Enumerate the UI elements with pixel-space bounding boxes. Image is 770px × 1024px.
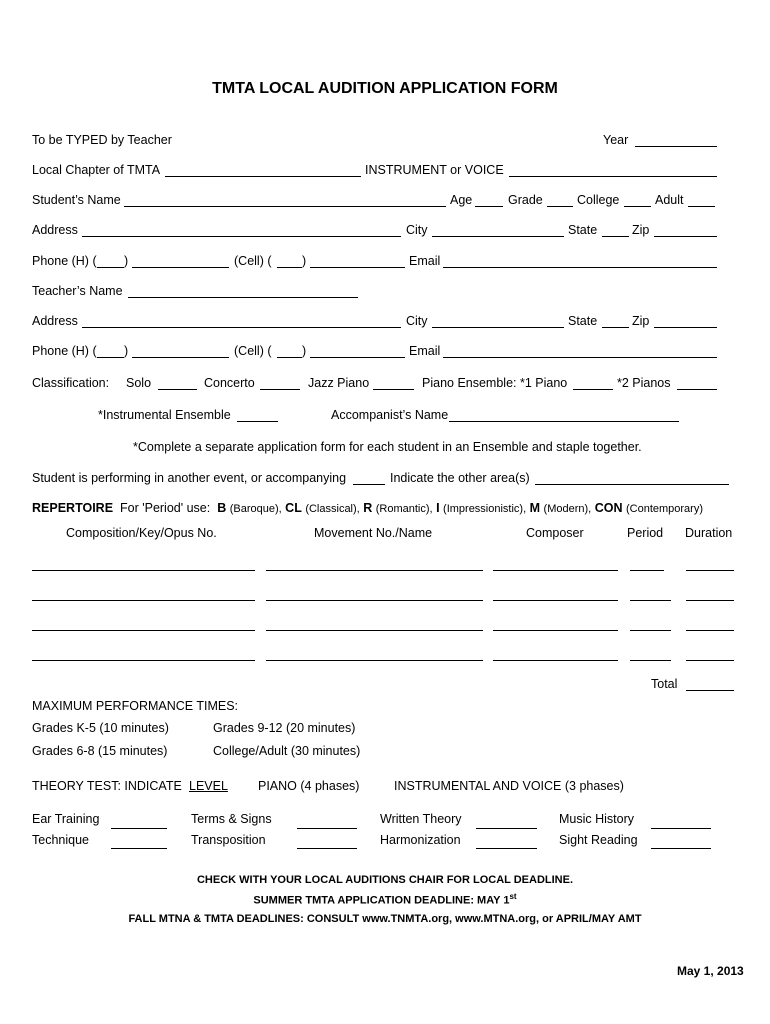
max-times-heading: MAXIMUM PERFORMANCE TIMES: <box>32 699 239 713</box>
teacher-phone-home-paren: ) <box>124 344 129 358</box>
col-header-period: Period <box>627 526 664 540</box>
instrumental-ensemble-field[interactable] <box>237 421 278 422</box>
theory-piano-label: PIANO (4 phases) <box>258 779 360 793</box>
movement-field[interactable] <box>266 570 483 571</box>
written-theory-label: Written Theory <box>380 812 462 826</box>
period-field[interactable] <box>630 630 671 631</box>
other-area-field[interactable] <box>535 484 729 485</box>
time-9-12: Grades 9-12 (20 minutes) <box>213 721 356 735</box>
student-name-field[interactable] <box>124 206 446 207</box>
solo-label: Solo <box>126 376 152 390</box>
composer-field[interactable] <box>493 570 618 571</box>
solo-field[interactable] <box>158 389 197 390</box>
form-date: May 1, 2013 <box>677 964 744 978</box>
teacher-name-label: Teacher’s Name <box>32 284 123 298</box>
period-code-m: M <box>529 501 541 515</box>
movement-field[interactable] <box>266 630 483 631</box>
age-field[interactable] <box>475 206 503 207</box>
typed-by-label: To be TYPED by Teacher <box>32 133 172 147</box>
student-name-label: Student’s Name <box>32 193 121 207</box>
age-label: Age <box>450 193 473 207</box>
other-area-label: Indicate the other area(s) <box>390 471 530 485</box>
duration-field[interactable] <box>686 660 734 661</box>
period-code-r: R <box>363 501 373 515</box>
zip-field[interactable] <box>654 236 717 237</box>
col-header-composer: Composer <box>526 526 584 540</box>
state-field[interactable] <box>602 236 629 237</box>
accompanist-field[interactable] <box>449 421 679 422</box>
year-label: Year <box>603 133 629 147</box>
music-history-label: Music History <box>559 812 635 826</box>
concerto-field[interactable] <box>260 389 300 390</box>
teacher-phone-cell-label: (Cell) ( <box>234 344 272 358</box>
teacher-phone-cell-field[interactable] <box>310 357 405 358</box>
adult-label: Adult <box>655 193 684 207</box>
period-field[interactable] <box>630 570 664 571</box>
accompanist-label: Accompanist’s Name <box>331 408 449 422</box>
ear-training-field[interactable] <box>111 828 167 829</box>
repertoire-label: REPERTOIRE <box>32 501 114 515</box>
music-history-field[interactable] <box>651 828 711 829</box>
composer-field[interactable] <box>493 630 618 631</box>
instrument-label: INSTRUMENT or VOICE <box>365 163 504 177</box>
duration-field[interactable] <box>686 600 734 601</box>
terms-signs-label: Terms & Signs <box>191 812 272 826</box>
duration-field[interactable] <box>686 630 734 631</box>
classification-label: Classification: <box>32 376 110 390</box>
movement-field[interactable] <box>266 600 483 601</box>
city-label: City <box>406 223 428 237</box>
phone-home-field[interactable] <box>132 267 229 268</box>
teacher-email-label: Email <box>409 344 441 358</box>
teacher-phone-home-area-field[interactable] <box>97 357 124 358</box>
teacher-phone-home-label: Phone (H) ( <box>32 344 97 358</box>
two-pianos-label: *2 Pianos <box>617 376 671 390</box>
teacher-name-field[interactable] <box>128 297 358 298</box>
other-event-label: Student is performing in another event, or accompanying <box>32 471 347 485</box>
time-college: College/Adult (30 minutes) <box>213 744 361 758</box>
composition-field[interactable] <box>32 570 255 571</box>
piano-ensemble-label: Piano Ensemble: *1 Piano <box>422 376 568 390</box>
phone-cell-area-field[interactable] <box>277 267 302 268</box>
transposition-field[interactable] <box>297 848 357 849</box>
composer-field[interactable] <box>493 660 618 661</box>
email-field[interactable] <box>443 267 717 268</box>
duration-field[interactable] <box>686 570 734 571</box>
period-name-r: (Romantic), <box>375 503 433 515</box>
written-theory-field[interactable] <box>476 828 537 829</box>
one-piano-field[interactable] <box>573 389 613 390</box>
other-event-field[interactable] <box>353 484 385 485</box>
concerto-label: Concerto <box>204 376 255 390</box>
teacher-state-field[interactable] <box>602 327 629 328</box>
period-name-con: (Contemporary) <box>625 503 704 515</box>
jazz-piano-label: Jazz Piano <box>308 376 370 390</box>
ear-training-label: Ear Training <box>32 812 100 826</box>
summer-deadline-text: SUMMER TMTA APPLICATION DEADLINE: MAY 1 <box>253 894 510 907</box>
summer-deadline-sup: st <box>509 892 517 901</box>
total-label: Total <box>651 677 678 691</box>
college-field[interactable] <box>624 206 651 207</box>
teacher-address-label: Address <box>32 314 78 328</box>
transposition-label: Transposition <box>191 833 266 847</box>
phone-home-label: Phone (H) ( <box>32 254 97 268</box>
repertoire-legend <box>32 502 703 515</box>
technique-field[interactable] <box>111 848 167 849</box>
local-chapter-field[interactable] <box>165 176 361 177</box>
teacher-email-field[interactable] <box>443 357 717 358</box>
teacher-state-label: State <box>568 314 598 328</box>
city-field[interactable] <box>432 236 564 237</box>
address-label: Address <box>32 223 78 237</box>
teacher-zip-label: Zip <box>632 314 650 328</box>
grade-label: Grade <box>508 193 543 207</box>
local-chapter-label: Local Chapter of TMTA <box>32 163 161 177</box>
teacher-city-label: City <box>406 314 428 328</box>
period-code-b: B <box>217 501 227 515</box>
harmonization-field[interactable] <box>476 848 537 849</box>
theory-instrumental-label: INSTRUMENTAL AND VOICE (3 phases) <box>394 779 624 793</box>
year-field[interactable] <box>635 146 717 147</box>
college-label: College <box>577 193 620 207</box>
period-field[interactable] <box>630 660 671 661</box>
col-header-composition: Composition/Key/Opus No. <box>66 526 217 540</box>
movement-field[interactable] <box>266 660 483 661</box>
theory-level-label: LEVEL <box>189 779 228 793</box>
period-code-con: CON <box>594 501 623 515</box>
composition-field[interactable] <box>32 600 255 601</box>
instrument-field[interactable] <box>509 176 717 177</box>
adult-field[interactable] <box>688 206 715 207</box>
sight-reading-label: Sight Reading <box>559 833 638 847</box>
teacher-phone-home-field[interactable] <box>132 357 229 358</box>
email-label: Email <box>409 254 441 268</box>
composer-field[interactable] <box>493 600 618 601</box>
time-k5: Grades K-5 (10 minutes) <box>32 721 169 735</box>
two-pianos-field[interactable] <box>677 389 717 390</box>
address-field[interactable] <box>82 236 401 237</box>
fall-deadline-notice: FALL MTNA & TMTA DEADLINES: CONSULT www.TNMTA.org, www.MTNA.org, or APRIL/MAY AMT <box>128 913 642 925</box>
col-header-movement: Movement No./Name <box>314 526 433 540</box>
ensemble-note: *Complete a separate application form for each student in an Ensemble and staple together. <box>133 440 642 454</box>
period-field[interactable] <box>630 600 671 601</box>
theory-label: THEORY TEST: INDICATE <box>32 779 182 793</box>
teacher-address-field[interactable] <box>82 327 401 328</box>
period-name-b: (Baroque), <box>229 503 282 515</box>
teacher-phone-cell-paren: ) <box>302 344 307 358</box>
period-code-i: I <box>436 501 440 515</box>
composition-field[interactable] <box>32 660 255 661</box>
time-6-8: Grades 6-8 (15 minutes) <box>32 744 168 758</box>
total-field[interactable] <box>686 690 734 691</box>
period-name-i: (Impressionistic), <box>443 503 527 515</box>
phone-cell-paren: ) <box>302 254 307 268</box>
jazz-piano-field[interactable] <box>373 389 414 390</box>
period-use-label: For 'Period' use: <box>120 501 211 515</box>
local-deadline-notice: CHECK WITH YOUR LOCAL AUDITIONS CHAIR FOR LOCAL DEADLINE. <box>196 874 574 886</box>
phone-home-paren: ) <box>124 254 129 268</box>
period-name-cl: (Classical), <box>305 503 360 515</box>
state-label: State <box>568 223 598 237</box>
sight-reading-field[interactable] <box>651 848 711 849</box>
summer-deadline-notice <box>0 893 770 907</box>
form-title: TMTA LOCAL AUDITION APPLICATION FORM <box>212 80 558 97</box>
grade-field[interactable] <box>547 206 573 207</box>
composition-field[interactable] <box>32 630 255 631</box>
teacher-zip-field[interactable] <box>654 327 717 328</box>
phone-cell-field[interactable] <box>310 267 405 268</box>
harmonization-label: Harmonization <box>380 833 461 847</box>
period-code-cl: CL <box>285 501 302 515</box>
instrumental-ensemble-label: *Instrumental Ensemble <box>98 408 231 422</box>
col-header-duration: Duration <box>685 526 733 540</box>
terms-signs-field[interactable] <box>297 828 357 829</box>
zip-label: Zip <box>632 223 650 237</box>
phone-cell-label: (Cell) ( <box>234 254 272 268</box>
technique-label: Technique <box>32 833 89 847</box>
teacher-city-field[interactable] <box>432 327 564 328</box>
phone-home-area-field[interactable] <box>97 267 124 268</box>
teacher-phone-cell-area-field[interactable] <box>277 357 302 358</box>
period-name-m: (Modern), <box>543 503 592 515</box>
